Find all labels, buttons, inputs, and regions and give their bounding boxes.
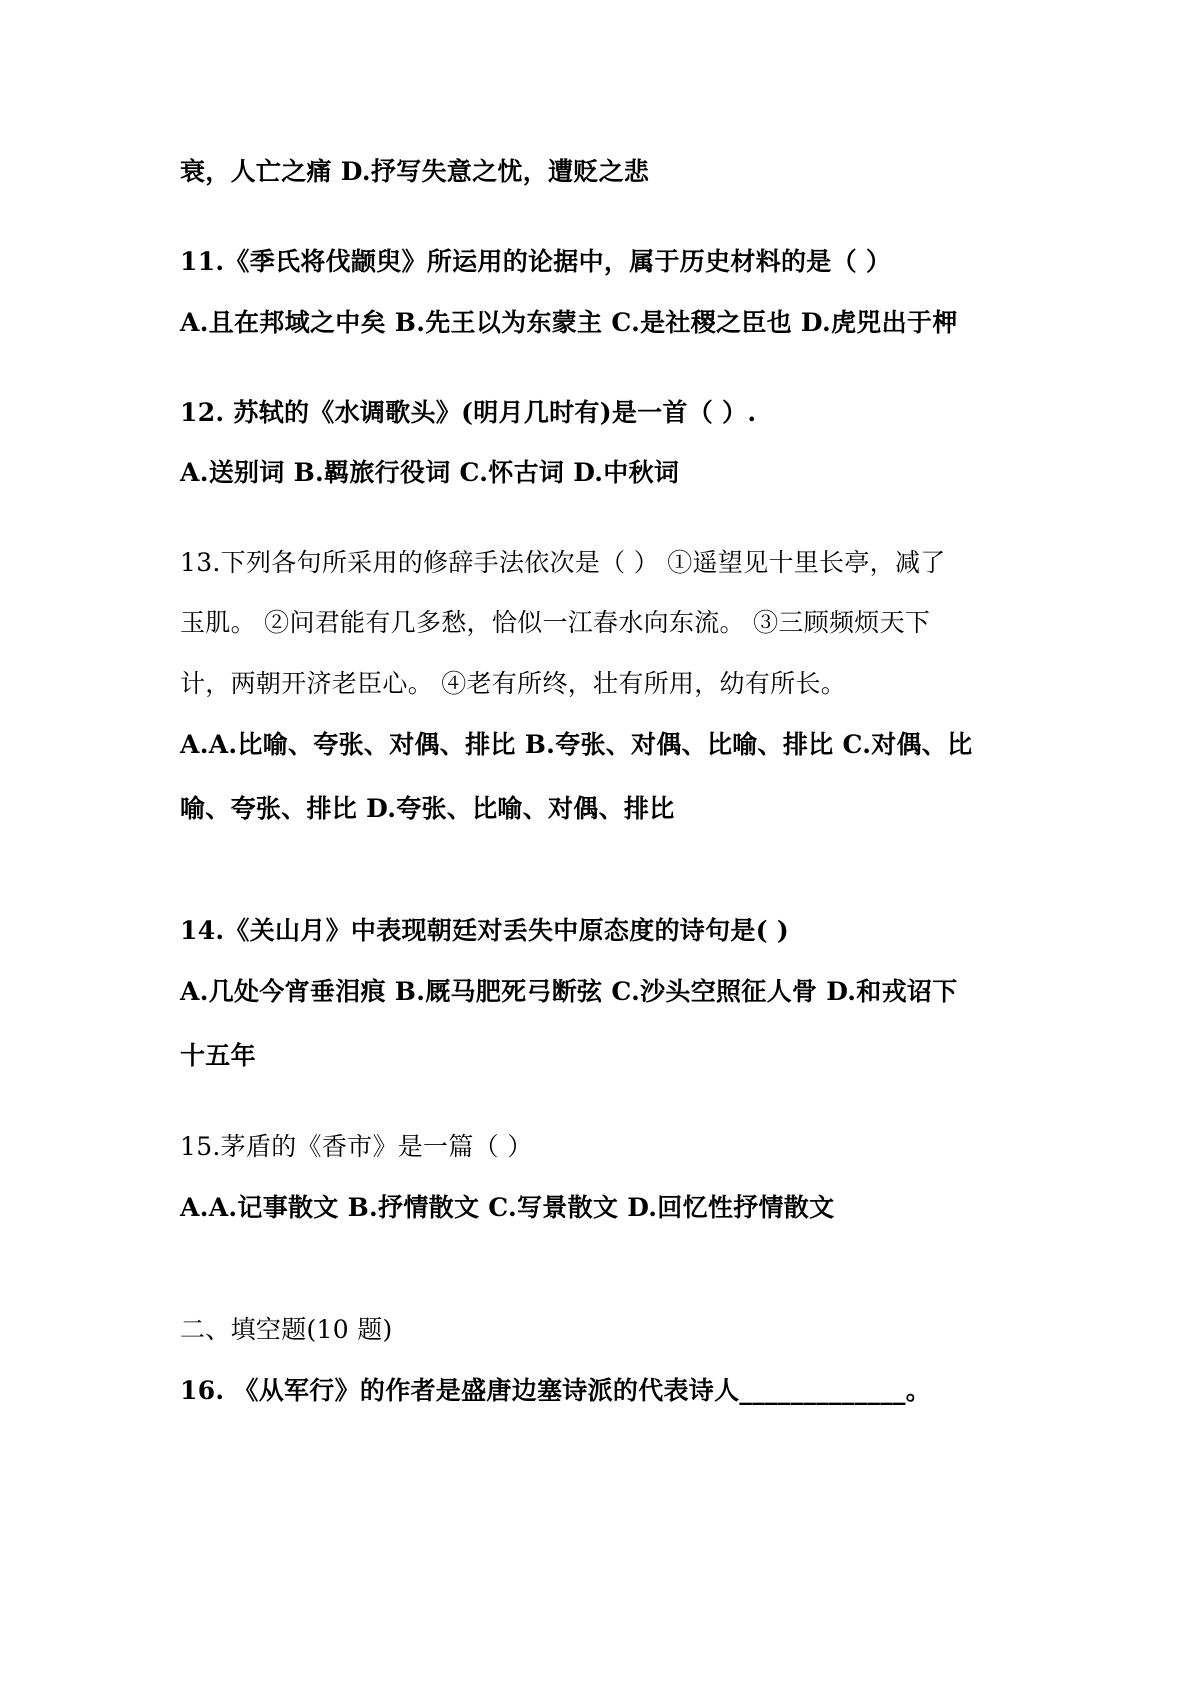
q13-question-line2: 玉肌。 ②问君能有几多愁，恰似一江春水向东流。 ③三顾频烦天下 xyxy=(180,608,931,637)
q14-options-line2: 十五年 xyxy=(180,1041,256,1070)
q14-question: 14.《关山月》中表现朝廷对丢失中原态度的诗句是( ) xyxy=(180,916,789,945)
q16-question: 16. 《从军行》的作者是盛唐边塞诗派的代表诗人_____________。 xyxy=(180,1376,932,1405)
q13-question-line3: 计，两朝开济老臣心。 ④老有所终，壮有所用，幼有所长。 xyxy=(180,669,847,698)
q14-options-line1: A.几处今宵垂泪痕 B.厩马肥死弓断弦 C.沙头空照征人骨 D.和戎诏下 xyxy=(180,977,958,1006)
q15-question: 15.茅盾的《香市》是一篇（ ） xyxy=(180,1132,533,1161)
section-heading-fill-in: 二、填空题(10 题) xyxy=(180,1315,393,1344)
q11-question: 11.《季氏将伐颛臾》所运用的论据中，属于历史材料的是（ ） xyxy=(180,247,892,276)
q13-options-line2: 喻、夸张、排比 D.夸张、比喻、对偶、排比 xyxy=(180,794,675,823)
q12-options: A.送别词 B.羁旅行役词 C.怀古词 D.中秋词 xyxy=(180,458,680,487)
q12-question: 12. 苏轼的《水调歌头》(明月几时有)是一首（ ）. xyxy=(180,398,757,427)
q13-options-line1: A.A.比喻、夸张、对偶、排比 B.夸张、对偶、比喻、排比 C.对偶、比 xyxy=(180,730,973,759)
q15-options: A.A.记事散文 B.抒情散文 C.写景散文 D.回忆性抒情散文 xyxy=(180,1193,835,1222)
q10-option-continuation: 衰，人亡之痛 D.抒写失意之忧，遭贬之悲 xyxy=(180,157,650,186)
q13-question-line1: 13.下列各句所采用的修辞手法依次是（ ） ①遥望见十里长亭，减了 xyxy=(180,548,946,577)
q11-options: A.且在邦域之中矣 B.先王以为东蒙主 C.是社稷之臣也 D.虎兕出于柙 xyxy=(180,308,958,337)
